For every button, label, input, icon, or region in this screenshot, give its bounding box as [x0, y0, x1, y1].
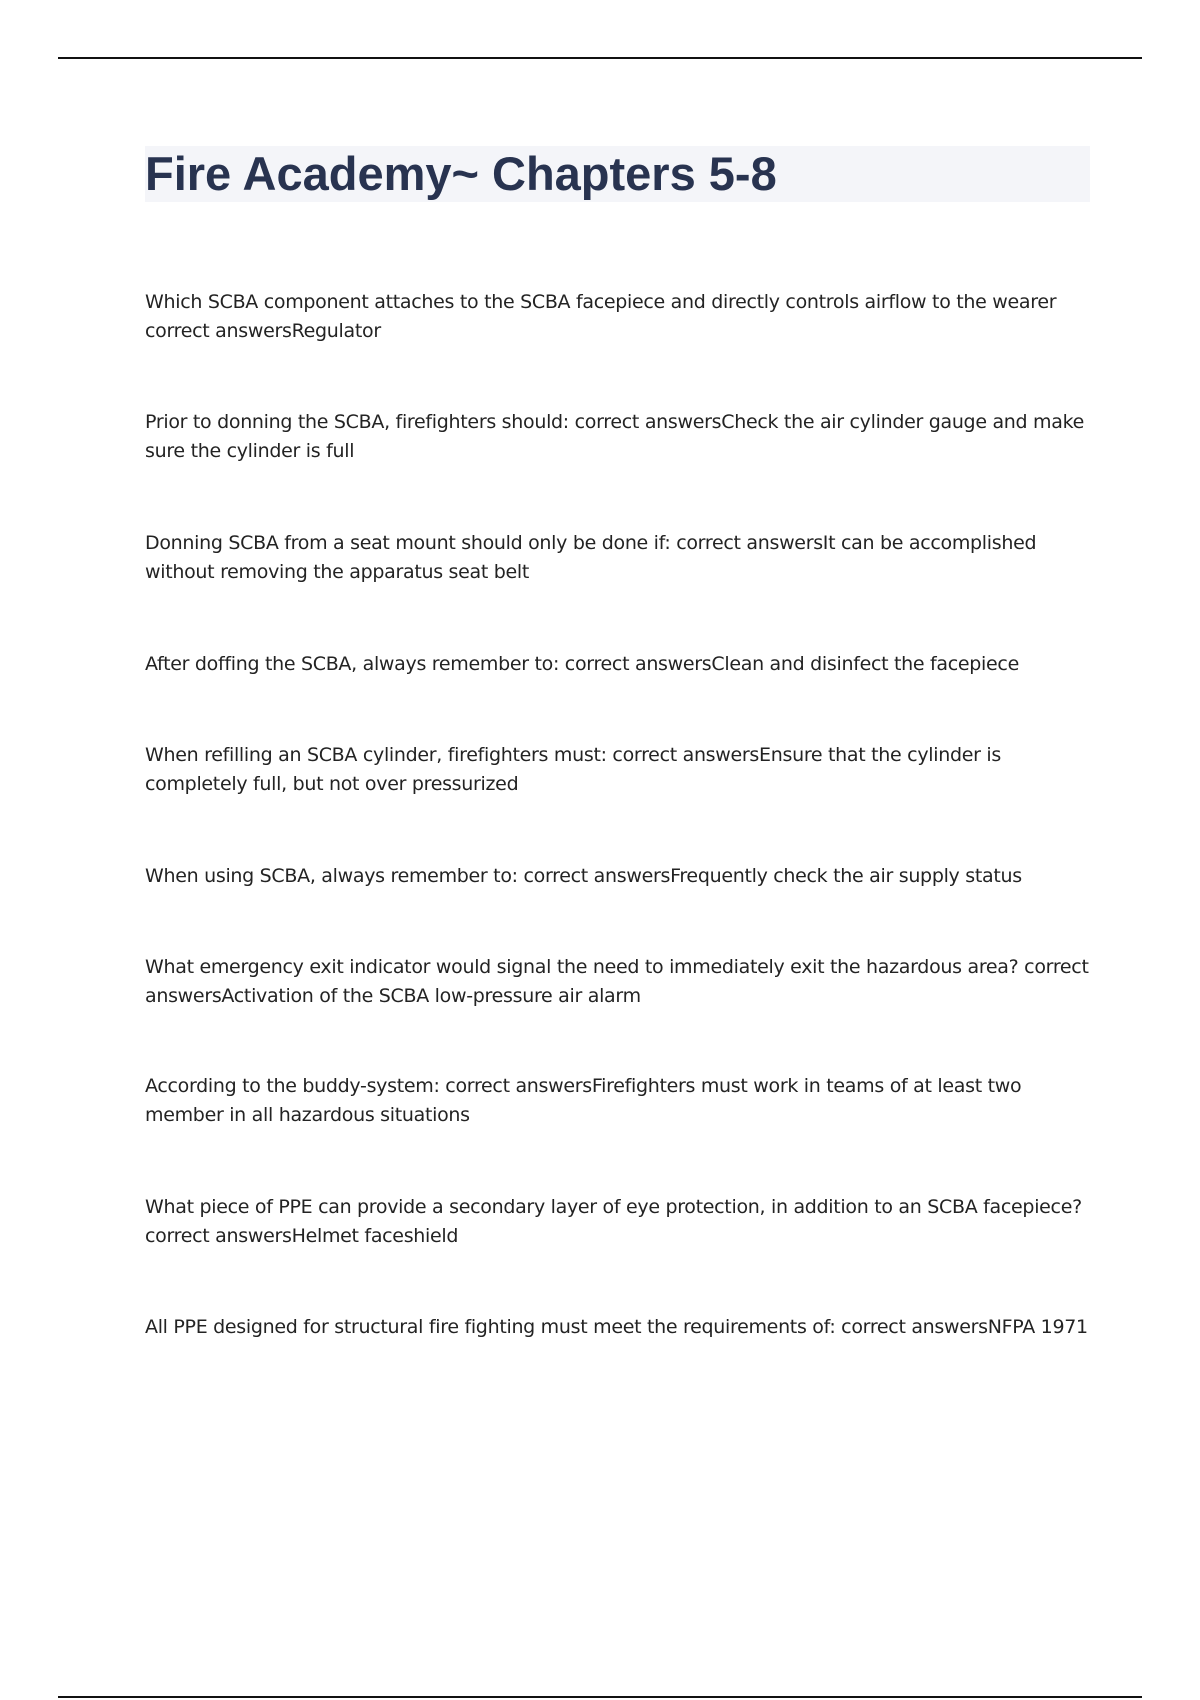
qa-item-3: Donning SCBA from a seat mount should only be done if: correct answersIt can be accomplished without removing the apparatus seat belt — [145, 532, 1037, 583]
qa-item-6: When using SCBA, always remember to: correct answersFrequently check the air supply status — [145, 865, 1022, 887]
qa-item-2: Prior to donning the SCBA, firefighters should: correct answersCheck the air cylinder gauge and make sure the cylinder is full — [145, 411, 1085, 462]
qa-item-9: What piece of PPE can provide a secondary layer of eye protection, in addition to an SCBA facepiece? correct answersHelmet faceshield — [145, 1196, 1082, 1247]
top-rule — [58, 57, 1142, 59]
qa-item-1: Which SCBA component attaches to the SCBA facepiece and directly controls airflow to the wearer correct answersRegulator — [145, 291, 1057, 342]
qa-item-5: When refilling an SCBA cylinder, firefighters must: correct answersEnsure that the cylinder is completely full, but not over pressurized — [145, 744, 1001, 795]
qa-item-4: After doffing the SCBA, always remember to: correct answersClean and disinfect the facepiece — [145, 653, 1019, 675]
qa-item-8: According to the buddy-system: correct answersFirefighters must work in teams of at least two member in all hazardous situations — [145, 1075, 1022, 1126]
bottom-rule — [58, 1696, 1142, 1698]
qa-item-7: What emergency exit indicator would signal the need to immediately exit the hazardous area? correct answersActivation of the SCBA low-pressure air alarm — [145, 956, 1089, 1007]
page-title: Fire Academy~ Chapters 5-8 — [145, 147, 777, 200]
qa-item-10: All PPE designed for structural fire fighting must meet the requirements of: correct answersNFPA 1971 — [145, 1316, 1088, 1338]
